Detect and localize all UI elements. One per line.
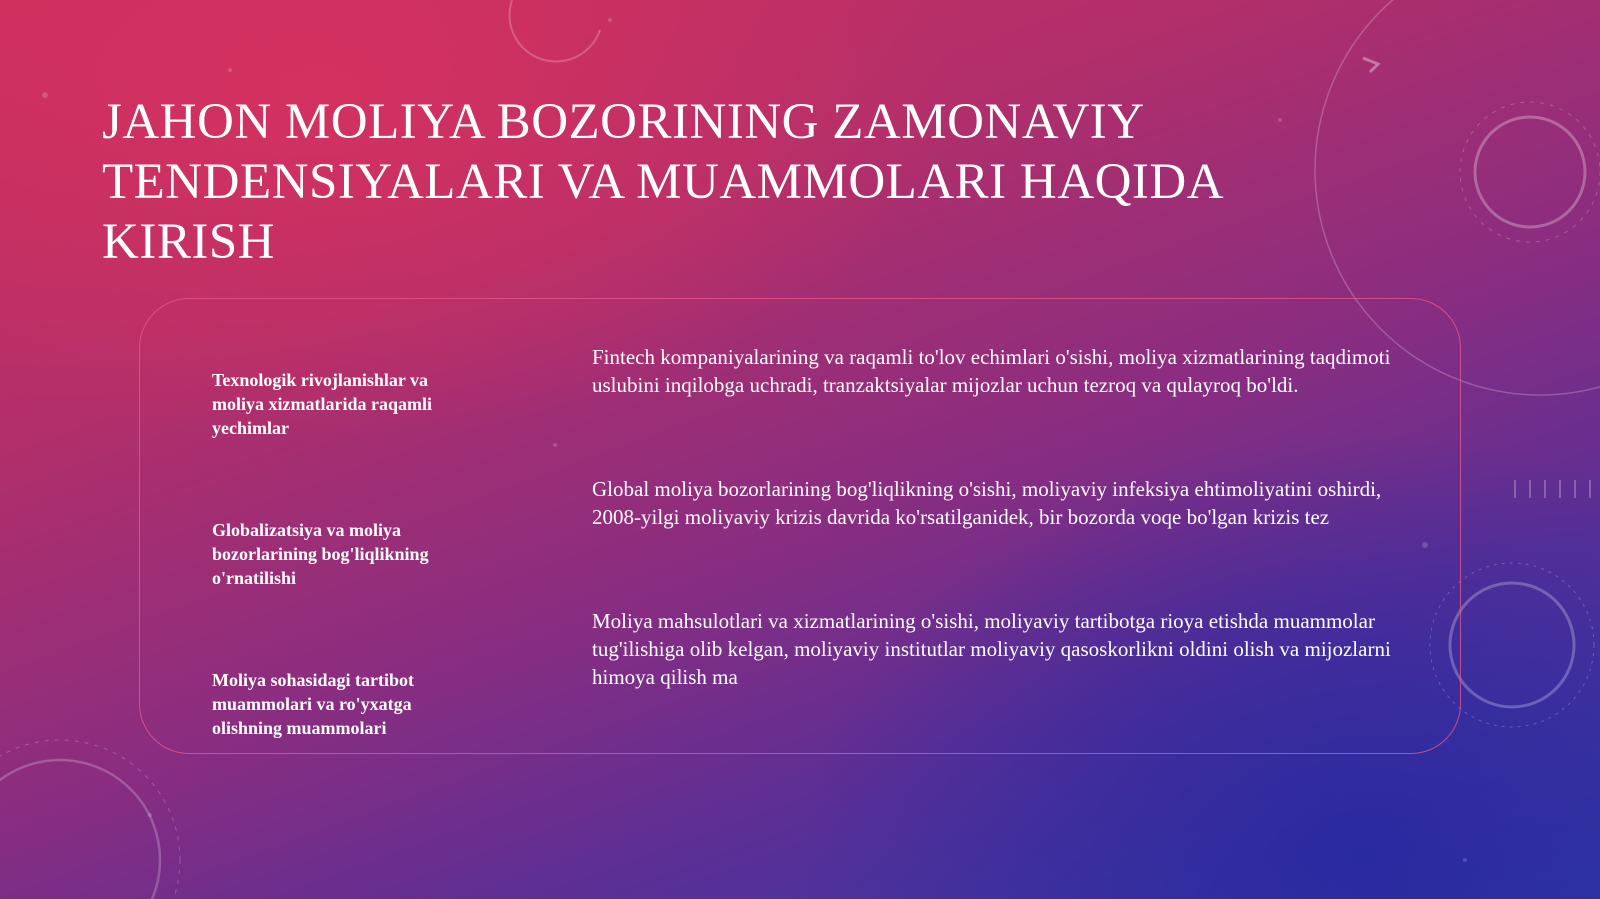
slide-title: JAHON MOLIYA BOZORINING ZAMONAVIY TENDENSIYALARI VA MUAMMOLARI HAQIDA KIRISH (102, 94, 1222, 270)
topic-description-3: Moliya mahsulotlari va xizmatlarining o'sishi, moliyaviy tartibotga rioya etishda muammolar tug'ilishiga olib kelgan, moliyaviy institutlar moliyaviy qasoskorlikni oldini olish va mijozlarni himoya qilish ma (592, 609, 1391, 689)
topic-description-2: Global moliya bozorlarining bog'liqlikning o'sishi, moliyaviy infeksiya ehtimoliyatini oshirdi, 2008-yilgi moliyaviy krizis davrida ko'rsatilganidek, bir bozorda voqe bo'lgan krizis tez (592, 477, 1382, 529)
topic-label-2: Globalizatsiya va moliya bozorlarining bog'liqlikning o'rnatilishi (212, 520, 429, 588)
topic-description-1: Fintech kompaniyalarining va raqamli to'lov echimlari o'sishi, moliya xizmatlarining taqdimoti uslubini inqilobga uchradi, tranzaktsiyalar mijozlar uchun tezroq va qulayroq bo'ldi. (592, 345, 1391, 397)
topic-label-3: Moliya sohasidagi tartibot muammolari va ro'yxatga olishning muammolari (212, 670, 415, 738)
topic-label-1: Texnologik rivojlanishlar va moliya xizmatlarida raqamli yechimlar (212, 370, 432, 438)
